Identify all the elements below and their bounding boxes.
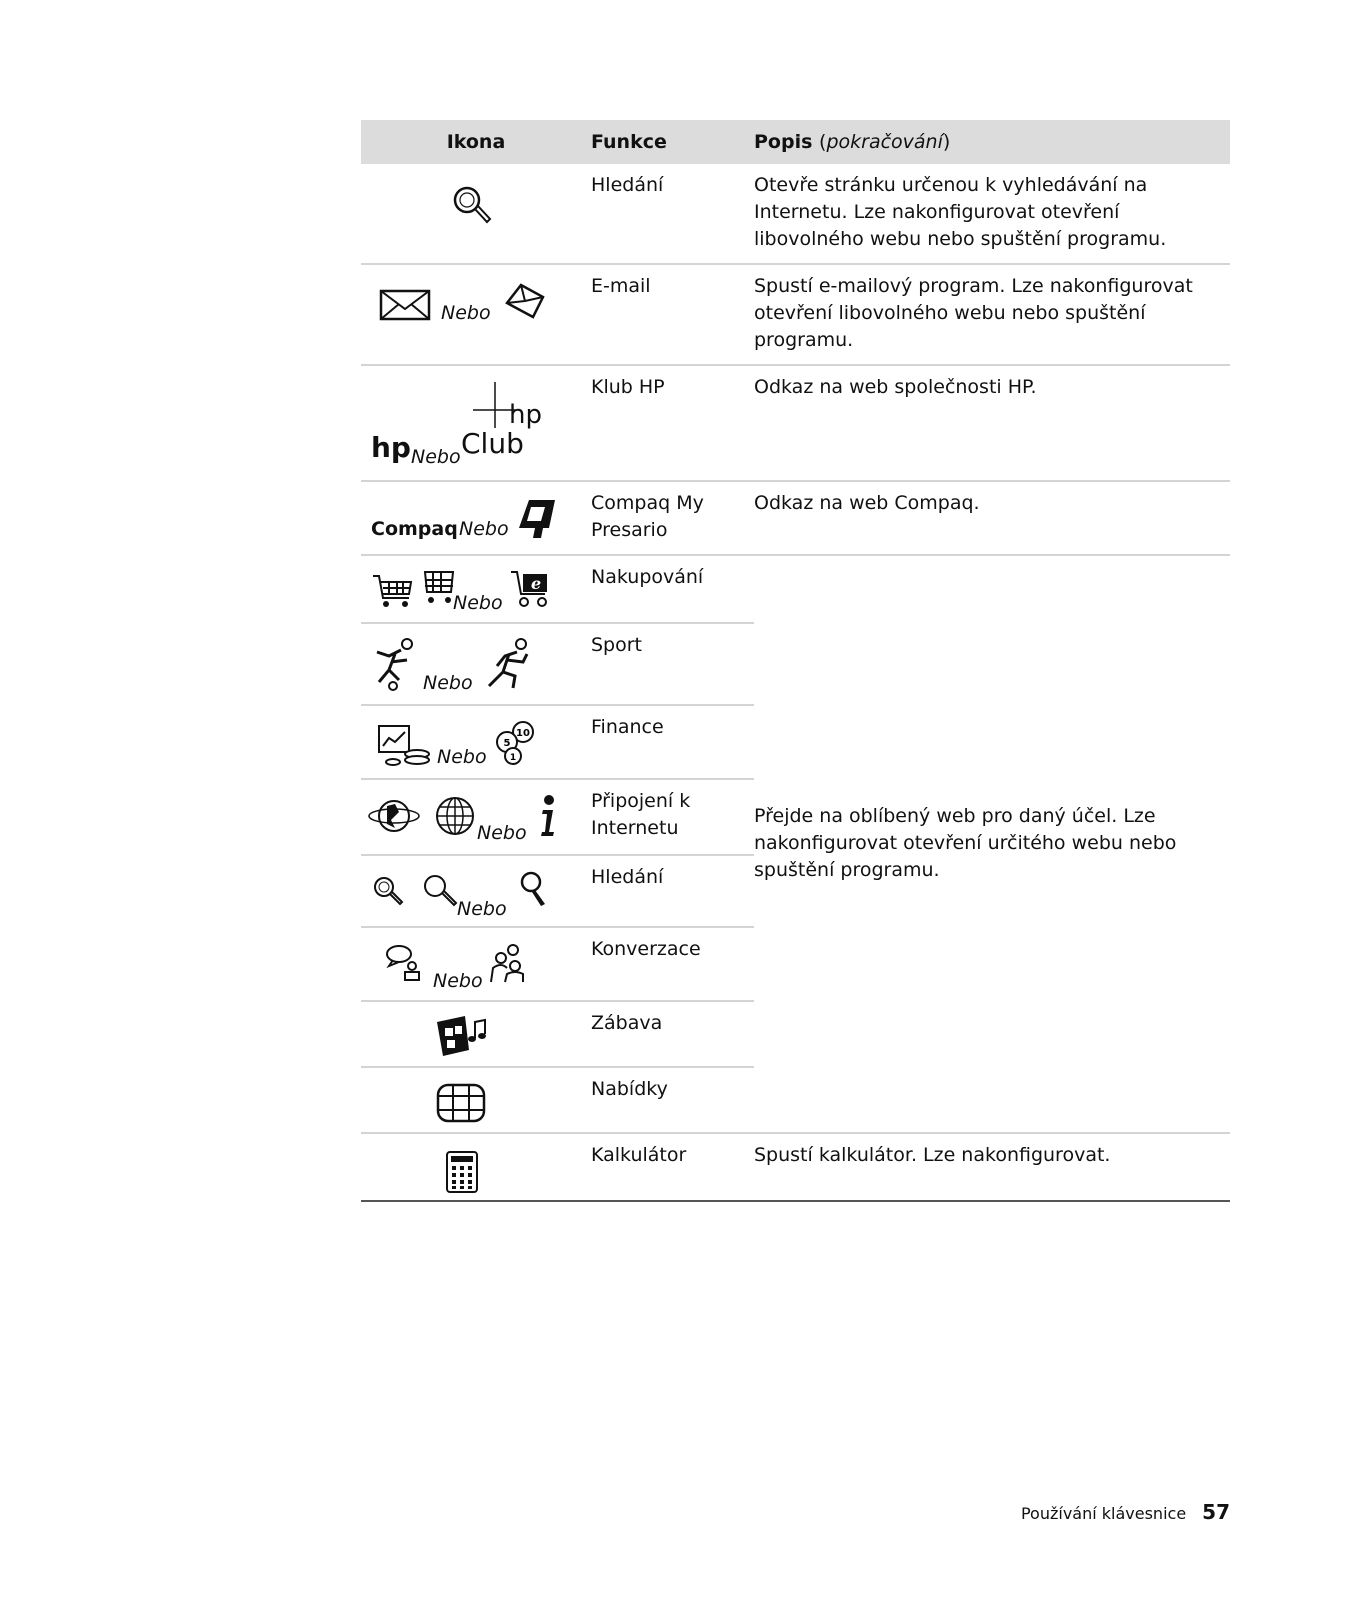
table-row bbox=[361, 365, 1230, 481]
magnifier-small-icon bbox=[371, 874, 407, 910]
function-label: Kalkulátor bbox=[591, 1133, 754, 1201]
description-text: Odkaz na web Compaq. bbox=[754, 481, 1230, 555]
globe-orbit-icon bbox=[367, 794, 421, 838]
function-label: Hledání bbox=[591, 164, 754, 264]
table-row bbox=[361, 481, 1230, 555]
magnifier-tilted-icon bbox=[517, 870, 551, 910]
footer-section-title: Používání klávesnice bbox=[1020, 1504, 1187, 1523]
or-label: Nebo bbox=[437, 746, 487, 768]
e-shopping-cart-icon bbox=[509, 568, 553, 612]
info-icon bbox=[537, 794, 559, 840]
description-text: Odkaz na web společnosti HP. bbox=[754, 365, 1230, 481]
function-label: Compaq My Presario bbox=[591, 481, 754, 555]
menu-icon bbox=[435, 1082, 487, 1124]
header-icon: Ikona bbox=[361, 120, 591, 164]
table-row bbox=[361, 264, 1230, 365]
or-label: Nebo bbox=[459, 518, 509, 540]
page-footer bbox=[1021, 1500, 1230, 1524]
icon-cell bbox=[361, 164, 591, 264]
icon-cell bbox=[361, 264, 591, 365]
table-header-row bbox=[361, 120, 1230, 164]
icon-cell bbox=[361, 481, 591, 555]
header-description: Popis (pokračování) bbox=[754, 120, 1230, 164]
envelope-icon bbox=[379, 287, 433, 323]
finance-chart-coins-icon bbox=[377, 724, 433, 768]
or-label: Nebo bbox=[423, 672, 473, 694]
calculator-icon bbox=[445, 1150, 479, 1194]
icon-cell bbox=[361, 855, 591, 927]
svg-text:e: e bbox=[531, 574, 542, 593]
description-text: Spustí kalkulátor. Lze nakonfigurovat. bbox=[754, 1133, 1230, 1201]
function-label: Připojení k Internetu bbox=[591, 779, 754, 855]
icon-cell bbox=[361, 927, 591, 1001]
or-label: Nebo bbox=[457, 898, 507, 920]
shopping-cart-icon bbox=[371, 572, 415, 612]
coins-icon bbox=[493, 720, 539, 766]
or-label: Nebo bbox=[477, 822, 527, 844]
hp-club-hp-text: hp bbox=[509, 400, 542, 430]
icon-cell bbox=[361, 1001, 591, 1067]
chat-bubble-person-icon bbox=[385, 944, 425, 984]
description-text: Otevře stránku určenou k vyhledávání na Internetu. Lze nakonfigurovat otevření libovolného webu nebo spuštění programu. bbox=[754, 164, 1230, 264]
people-icon bbox=[487, 942, 527, 986]
header-function: Funkce bbox=[591, 120, 754, 164]
or-label: Nebo bbox=[433, 970, 483, 992]
icon-cell bbox=[361, 705, 591, 779]
function-label: Nakupování bbox=[591, 555, 754, 623]
function-label: Nabídky bbox=[591, 1067, 754, 1133]
icon-cell bbox=[361, 555, 591, 623]
table-row bbox=[361, 1133, 1230, 1201]
runner-icon bbox=[483, 638, 533, 692]
coin-one-label: 1 bbox=[509, 753, 517, 763]
film-music-icon bbox=[435, 1014, 489, 1058]
icon-cell bbox=[361, 365, 591, 481]
shopping-basket-icon bbox=[421, 568, 457, 608]
keyboard-icons-table bbox=[361, 120, 1230, 1202]
magnifier-icon bbox=[449, 182, 499, 232]
hp-logo-icon: hp bbox=[371, 431, 411, 464]
table-row bbox=[361, 164, 1230, 264]
icon-cell bbox=[361, 1067, 591, 1133]
page-number: 57 bbox=[1202, 1500, 1230, 1524]
table-row bbox=[361, 555, 1230, 623]
function-label: Konverzace bbox=[591, 927, 754, 1001]
description-text: Spustí e-mailový program. Lze nakonfigurovat otevření libovolného webu nebo spuštění programu. bbox=[754, 264, 1230, 365]
function-label: Sport bbox=[591, 623, 754, 705]
soccer-player-icon bbox=[371, 638, 419, 692]
header-continued: pokračování bbox=[826, 131, 943, 153]
magnifier-icon bbox=[421, 872, 461, 912]
function-label: Finance bbox=[591, 705, 754, 779]
shared-description-text: Přejde na oblíbený web pro daný účel. Lze nakonfigurovat otevření určitého webu nebo spuštění programu. bbox=[754, 555, 1230, 1133]
globe-icon bbox=[433, 794, 477, 838]
icon-cell bbox=[361, 1133, 591, 1201]
or-label: Nebo bbox=[411, 446, 461, 468]
coin-five-label: 5 bbox=[503, 738, 511, 749]
or-label: Nebo bbox=[441, 302, 491, 324]
icon-cell bbox=[361, 623, 591, 705]
coin-ten-label: 10 bbox=[516, 728, 530, 739]
compaq-q-icon bbox=[515, 498, 559, 542]
open-envelope-icon bbox=[503, 279, 547, 323]
icon-cell bbox=[361, 779, 591, 855]
hp-club-club-text: Club bbox=[461, 427, 524, 460]
function-label: E-mail bbox=[591, 264, 754, 365]
compaq-logo-text: Compaq bbox=[371, 518, 458, 540]
function-label: Zábava bbox=[591, 1001, 754, 1067]
function-label: Hledání bbox=[591, 855, 754, 927]
function-label: Klub HP bbox=[591, 365, 754, 481]
or-label: Nebo bbox=[453, 592, 503, 614]
